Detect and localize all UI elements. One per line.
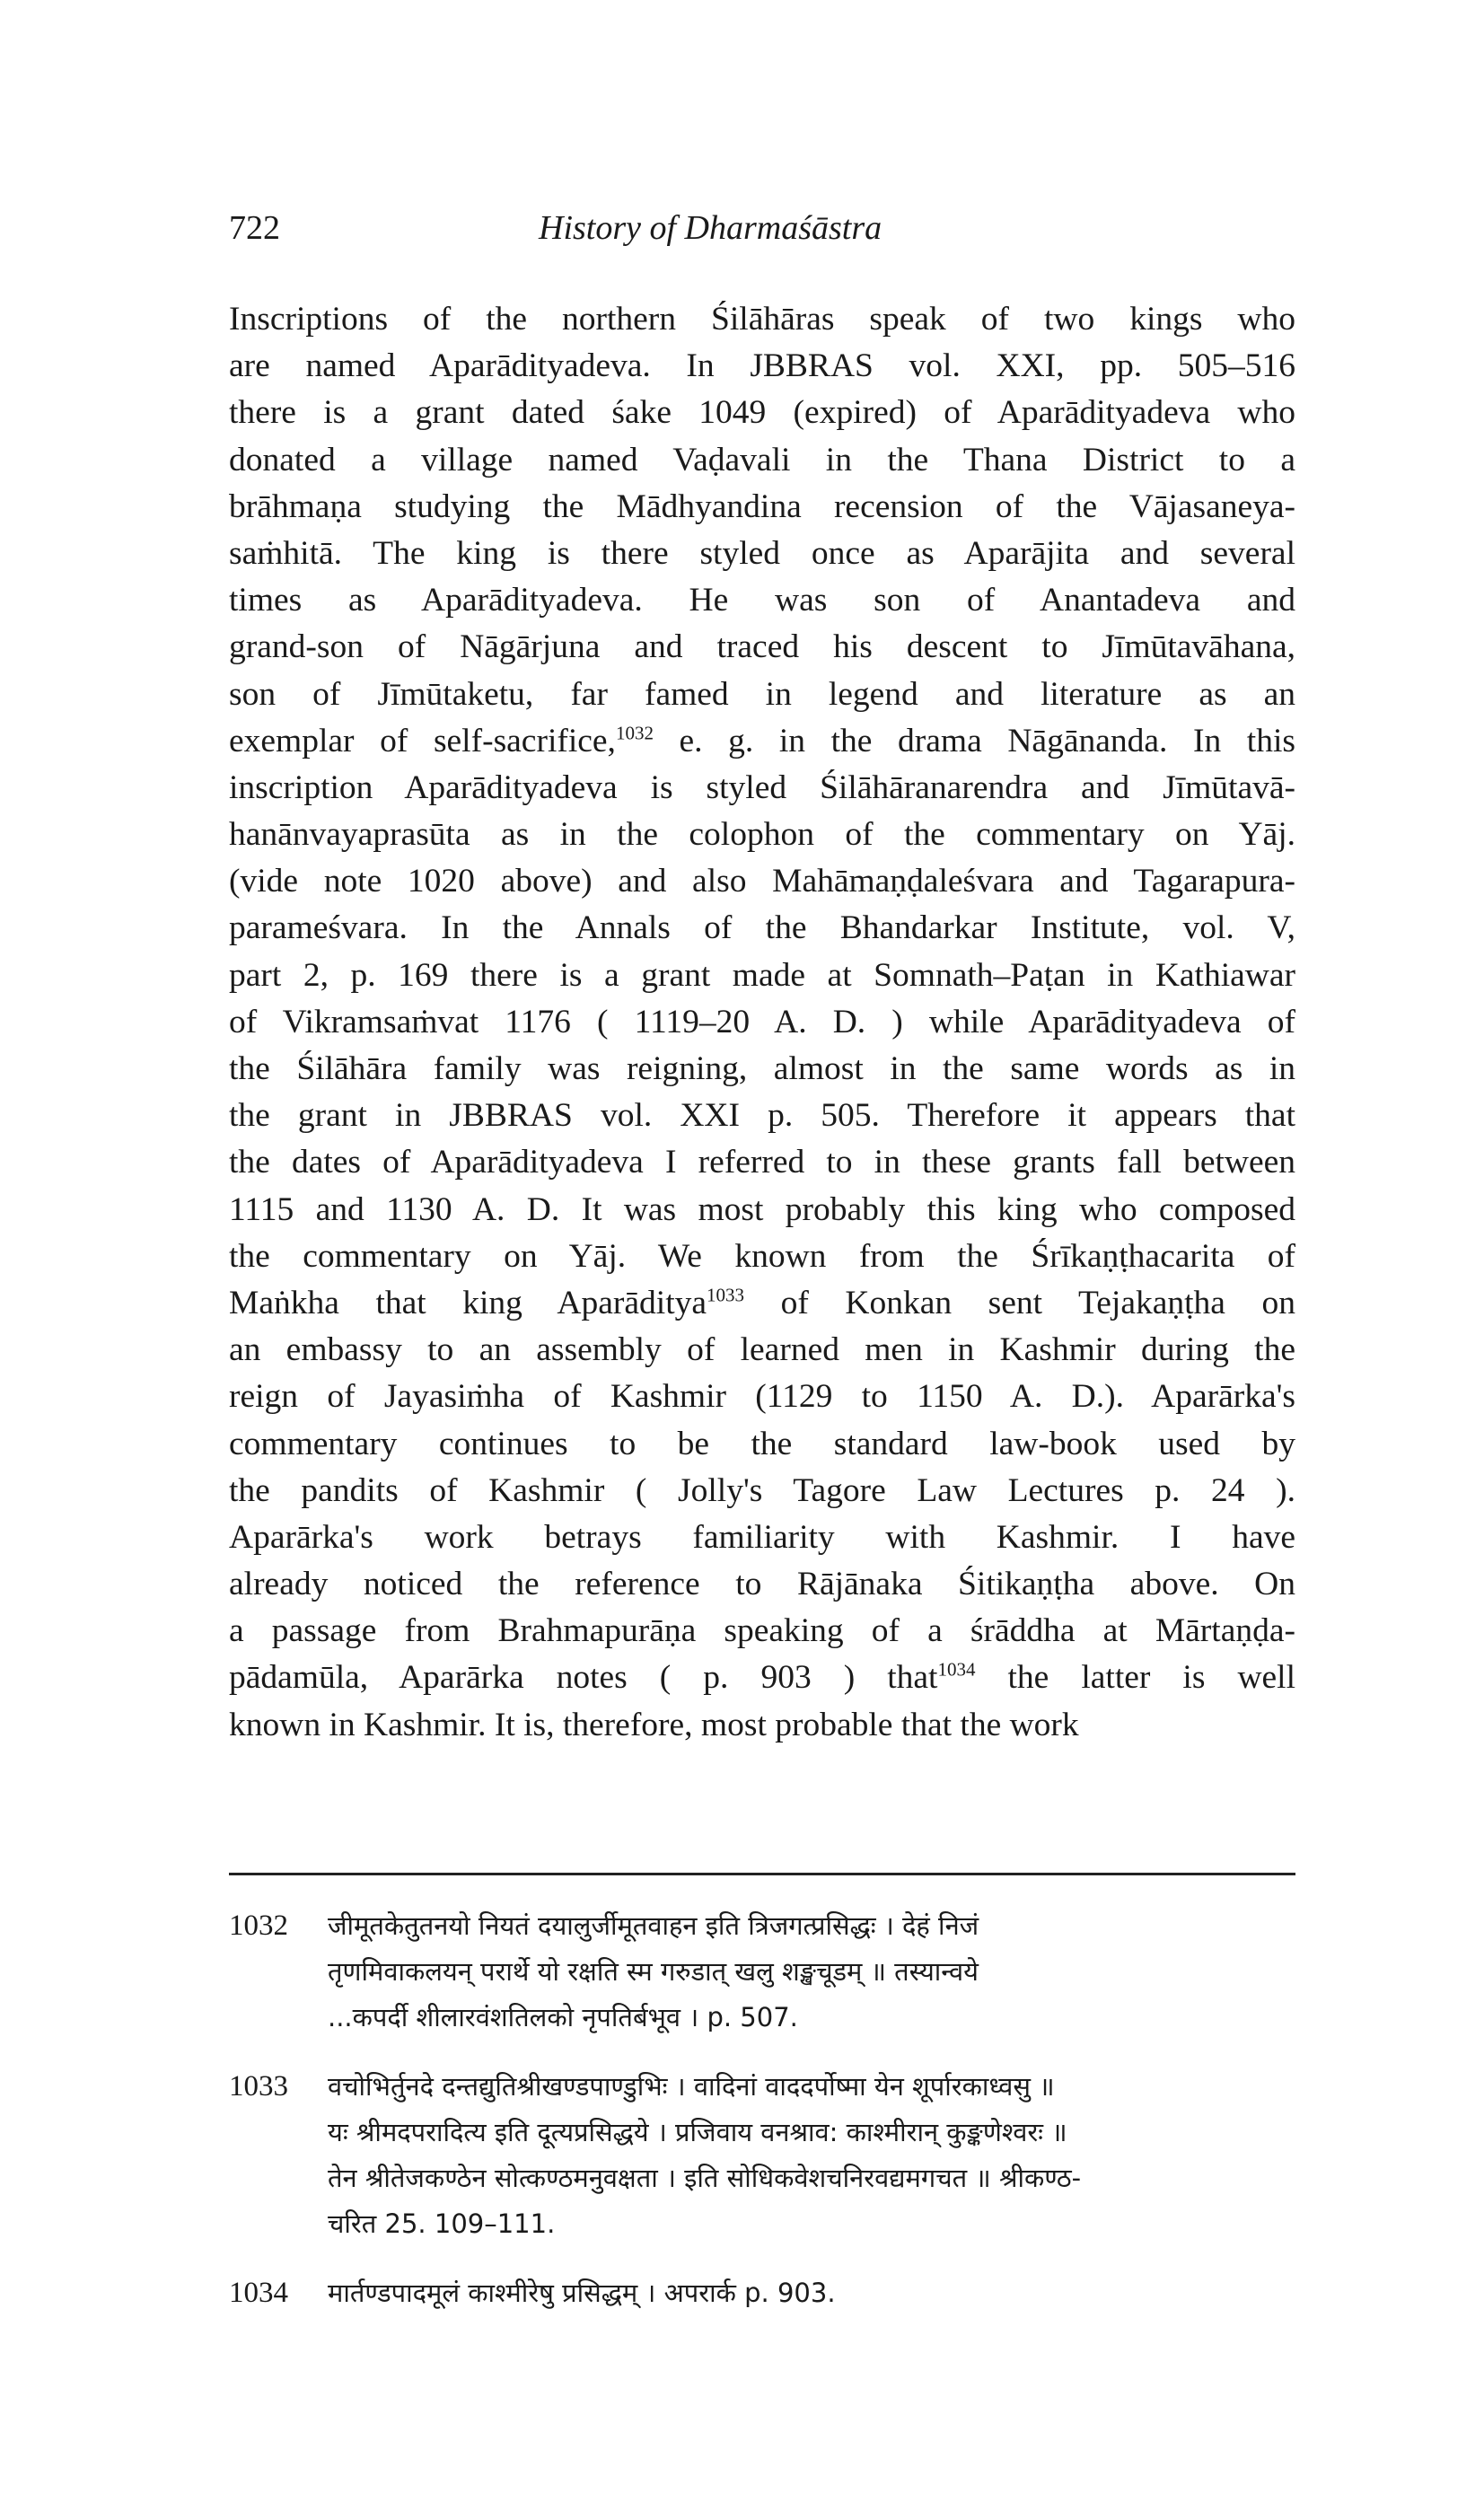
footnote-line: ...कपर्दी शीलारवंशतिलको नृपतिर्बभूव । p. 507.: [328, 2002, 798, 2032]
text-segment: Maṅkha that king Aparāditya: [229, 1284, 707, 1321]
footnote-line: वचोभिर्तुनदे दन्तद्युतिश्रीखण्डपाण्डुभिः । वादिनां वाददर्पोष्मा येन शूर्पारकाध्वसु ॥: [328, 2071, 1055, 2102]
text-segment: e. g. in the drama Nāgānanda. In this: [653, 722, 1295, 759]
page-number: 722: [229, 209, 280, 247]
text-line: the commentary on Yāj. We known from the Śrīkaṇṭhacarita of: [229, 1237, 1295, 1275]
text-line: times as Aparādityadeva. He was son of Anantadeva and: [229, 582, 1295, 619]
text-line: Inscriptions of the northern Śilāhāras speak of two kings who: [229, 301, 1295, 338]
footnote-line: मार्तण्डपादमूलं काश्मीरेषु प्रसिद्धम् । अपरार्क p. 903.: [328, 2278, 836, 2308]
text-line: there is a grant dated śake 1049 (expired) of Aparādityadeva who: [229, 394, 1295, 432]
text-line: of Vikramsaṁvat 1176 ( 1119–20 A. D. ) while Aparādityadeva of: [229, 1003, 1295, 1040]
text-line: 1115 and 1130 A. D. It was most probably this king who composed: [229, 1190, 1295, 1228]
text-line: reign of Jayasiṁha of Kashmir (1129 to 1150 A. D.). Aparārka's: [229, 1378, 1295, 1416]
text-line: commentary continues to be the standard law-book used by: [229, 1425, 1295, 1462]
footnote-ref-1033: 1033: [707, 1284, 745, 1306]
footnote-1033: [229, 2064, 1295, 2247]
footnote-1034: [229, 2270, 1295, 2316]
text-line: Aparārka's work betrays familiarity with Kashmir. I have: [229, 1518, 1295, 1556]
text-segment: the latter is well: [975, 1659, 1296, 1697]
footnote-text: [328, 2064, 1295, 2247]
text-segment: of Konkan sent Tejakaṇṭha on: [744, 1284, 1295, 1321]
footnote-line: चरित 25. 109–111.: [328, 2208, 556, 2239]
footnotes: [229, 1903, 1295, 2340]
text-line: the dates of Aparādityadeva I referred to in these grants fall between: [229, 1144, 1295, 1181]
text-line: the pandits of Kashmir ( Jolly's Tagore Law Lectures p. 24 ).: [229, 1471, 1295, 1509]
text-line: brāhmaṇa studying the Mādhyandina recension of the Vājasaneya-: [229, 487, 1295, 525]
text-line: parameśvara. In the Annals of the Bhandarkar Institute, vol. V,: [229, 909, 1295, 947]
footnote-divider: [229, 1873, 1295, 1875]
footnote-line: यः श्रीमदपरादित्य इति दूत्यप्रसिद्धये । प्रजिवाय वनश्राव: काश्मीरान् कुङ्कणेश्वरः ॥: [328, 2117, 1067, 2147]
running-title: History of Dharmaśāstra: [539, 209, 882, 247]
footnote-line: तेन श्रीतेजकण्ठेन सोत्कण्ठमनुवक्षता । इति सोधिकवेशचनिरवद्यमगचत ॥ श्रीकण्ठ-: [328, 2163, 1082, 2193]
main-text: [229, 296, 1295, 1749]
text-line: known in Kashmir. It is, therefore, most probable that the work: [229, 1706, 1079, 1743]
text-segment: exemplar of self-sacrifice,: [229, 722, 616, 759]
text-segment: pādamūla, Aparārka notes ( p. 903 ) that: [229, 1659, 938, 1697]
footnote-number: 1033: [229, 2070, 288, 2103]
footnote-text: [328, 1903, 1295, 2041]
page-header: [229, 208, 1306, 262]
footnote-line: तृणमिवाकलयन् परार्थे यो रक्षति स्म गरुडात् खलु शङ्खचूडम् ॥ तस्यान्वये: [328, 1956, 979, 1987]
text-line: [229, 1280, 1295, 1327]
text-line: grand-son of Nāgārjuna and traced his descent to Jīmūtavāhana,: [229, 628, 1295, 666]
text-line: son of Jīmūtaketu, far famed in legend and literature as an: [229, 675, 1295, 713]
text-line: an embassy to an assembly of learned men in Kashmir during the: [229, 1331, 1295, 1369]
footnote-1032: [229, 1903, 1295, 2041]
text-line: [229, 718, 1295, 765]
text-line: part 2, p. 169 there is a grant made at Somnath–Paṭan in Kathiawar: [229, 956, 1295, 994]
text-line: the grant in JBBRAS vol. XXI p. 505. Therefore it appears that: [229, 1097, 1295, 1135]
footnote-ref-1034: 1034: [937, 1658, 976, 1681]
text-line: [229, 1655, 1295, 1701]
footnote-line: जीमूतकेतुतनयो नियतं दयालुर्जीमूतवाहन इति त्रिजगत्प्रसिद्धः । देहं निजं: [328, 1910, 979, 1941]
text-line: are named Aparādityadeva. In JBBRAS vol. XXI, pp. 505–516: [229, 347, 1295, 385]
footnote-number: 1032: [229, 1909, 288, 1942]
text-line: donated a village named Vaḍavali in the Thana District to a: [229, 441, 1295, 478]
footnote-number: 1034: [229, 2277, 288, 2309]
text-line: already noticed the reference to Rājānaka Śitikaṇṭha above. On: [229, 1566, 1295, 1603]
text-line: saṁhitā. The king is there styled once as Aparājita and several: [229, 534, 1295, 572]
footnote-ref-1032: 1032: [615, 722, 654, 744]
text-line: hanānvayaprasūta as in the colophon of the commentary on Yāj.: [229, 816, 1295, 854]
text-line: a passage from Brahmapurāṇa speaking of a śrāddha at Mārtaṇḍa-: [229, 1612, 1295, 1650]
text-line: the Śilāhāra family was reigning, almost in the same words as in: [229, 1050, 1295, 1087]
text-line: (vide note 1020 above) and also Mahāmaṇḍaleśvara and Tagarapura-: [229, 863, 1295, 900]
text-line: inscription Aparādityadeva is styled Śilāhāranarendra and Jīmūtavā-: [229, 768, 1295, 806]
footnote-text: [328, 2270, 1295, 2316]
